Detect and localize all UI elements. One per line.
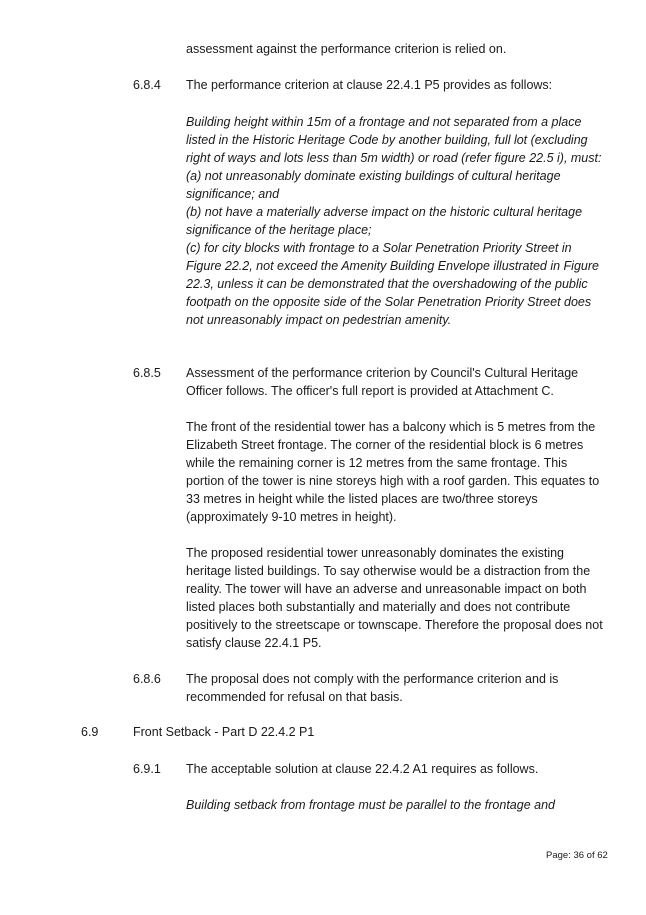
page-number-footer: Page: 36 of 62 (546, 850, 608, 861)
clause-6-8-6-text: The proposal does not comply with the performance criterion and is recommended for refusal on that basis. (186, 672, 559, 704)
section-6-9-heading: Front Setback - Part D 22.4.2 P1 (133, 725, 315, 739)
quote-p5-a: (a) not unreasonably dominate existing buildings of cultural heritage significance; and (186, 169, 561, 201)
quote-p5-c: (c) for city blocks with frontage to a Solar Penetration Priority Street in Figure 22.2, not exceed the Amenity Building Envelope illustrated in Figure 22.3, unless it can be demonstrated that the overshadowing of the public footpath on the opposite side of the Solar Penetration Priority Street does not unreasonably impact on pedestrian amenity. (186, 241, 599, 327)
clause-6-9-1-text: The acceptable solution at clause 22.4.2 A1 requires as follows. (186, 762, 539, 776)
clause-number-6-9-1: 6.9.1 (133, 762, 161, 776)
quote-p5-intro: Building height within 15m of a frontage and not separated from a place listed in the Historic Heritage Code by another building, full lot (excluding right of ways and lots less than 5m width) or road (refer figure 22.5 i), must: (186, 115, 602, 165)
section-number-6-9: 6.9 (81, 725, 99, 739)
clause-6-8-5-para-2: The proposed residential tower unreasonably dominates the existing heritage listed buildings. To say otherwise would be a distraction from the reality. The tower will have an adverse and unreasonable impact on both listed places both substantially and materially and does not contribute positively to the streetscape or townscape. Therefore the proposal does not satisfy clause 22.4.1 P5. (186, 546, 603, 650)
clause-number-6-8-5: 6.8.5 (133, 366, 161, 380)
clause-6-8-5-para-1: The front of the residential tower has a balcony which is 5 metres from the Elizabeth Street frontage. The corner of the residential block is 6 metres while the remaining corner is 12 metres from the same frontage. This portion of the tower is nine storeys high with a roof garden. This equates to 33 metres in height while the listed places are two/three storeys (approximately 9-10 metres in height). (186, 420, 600, 524)
quote-a1-start: Building setback from frontage must be parallel to the frontage and (186, 798, 555, 812)
clause-6-8-5-text: Assessment of the performance criterion by Council's Cultural Heritage Officer follows. The officer's full report is provided at Attachment C. (186, 366, 579, 398)
clause-number-6-8-4: 6.8.4 (133, 78, 161, 92)
clause-number-6-8-6: 6.8.6 (133, 672, 161, 686)
quoted-criterion-p5 (186, 113, 606, 329)
clause-6-8-4-text: The performance criterion at clause 22.4.1 P5 provides as follows: (186, 78, 553, 92)
intro-continuation: assessment against the performance criterion is relied on. (186, 42, 507, 56)
quote-p5-b: (b) not have a materially adverse impact on the historic cultural heritage significance of the heritage place; (186, 205, 583, 237)
